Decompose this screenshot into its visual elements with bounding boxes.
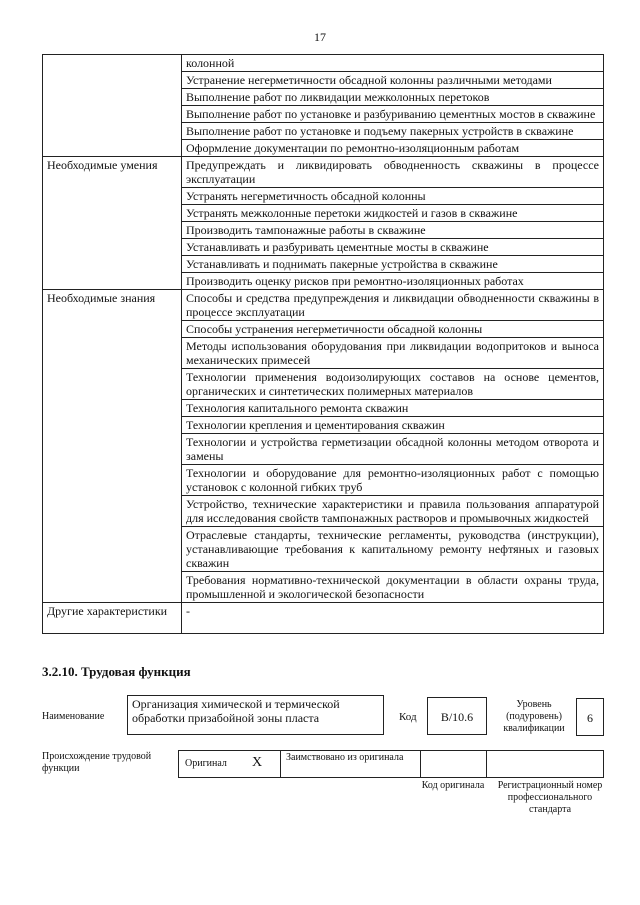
action-item: Устранение негерметичности обсадной колонны различными методами — [182, 72, 604, 89]
original-label: Оригинал — [185, 758, 227, 769]
other-label: Другие характеристики — [43, 603, 182, 634]
knowledge-item: Технологии и устройства герметизации обсадной колонны методом отворота и замены — [182, 434, 604, 465]
knowledge-item: Способы устранения негерметичности обсадной колонны — [182, 321, 604, 338]
skill-item: Устранять межколонные перетоки жидкостей и газов в скважине — [182, 205, 604, 222]
action-item: Выполнение работ по установке и разбуриванию цементных мостов в скважине — [182, 106, 604, 123]
knowledge-item: Технология капитального ремонта скважин — [182, 400, 604, 417]
skill-item: Устанавливать и поднимать пакерные устройства в скважине — [182, 256, 604, 273]
action-item: колонной — [182, 55, 604, 72]
skill-item: Производить тампонажные работы в скважине — [182, 222, 604, 239]
divider — [486, 750, 487, 778]
reg-caption: Регистрационный номер профессионального стандарта — [497, 780, 603, 815]
borrowed-label: Заимствовано из оригинала — [286, 752, 404, 763]
skills-label: Необходимые умения — [43, 157, 182, 290]
divider — [280, 750, 281, 778]
code-box: B/10.6 — [427, 697, 487, 735]
original-checkmark: X — [252, 755, 263, 770]
skill-item: Производить оценку рисков при ремонтно-изоляционных работах — [182, 273, 604, 290]
knowledge-item: Технологии и оборудование для ремонтно-изоляционных работ с помощью установок с колонной гибких труб — [182, 465, 604, 496]
level-box: 6 — [576, 698, 604, 736]
section-heading: 3.2.10. Трудовая функция — [42, 664, 191, 679]
table-row — [43, 603, 604, 634]
action-item: Выполнение работ по установке и подъему пакерных устройств в скважине — [182, 123, 604, 140]
other-value: - — [182, 603, 604, 634]
action-item: Оформление документации по ремонтно-изоляционным работам — [182, 140, 604, 157]
knowledge-item: Устройство, технические характеристики и правила пользования аппаратурой для исследования свойств тампонажных растворов и промывочных жидкостей — [182, 496, 604, 527]
row-label — [43, 55, 182, 157]
skill-item: Устранять негерметичность обсадной колонны — [182, 188, 604, 205]
code-label: Код — [399, 711, 417, 723]
table-row — [43, 290, 604, 321]
table-row — [43, 55, 604, 72]
knowledge-item: Методы использования оборудования при ликвидации водопритоков и выноса механических примесей — [182, 338, 604, 369]
skill-item: Устанавливать и разбуривать цементные мосты в скважине — [182, 239, 604, 256]
level-label: Уровень (подуровень) квалификации — [503, 699, 565, 734]
competency-table — [42, 54, 604, 634]
name-label: Наименование — [42, 711, 105, 722]
skill-item: Предупреждать и ликвидировать обводненность скважины в процессе эксплуатации — [182, 157, 604, 188]
origin-label: Происхождение трудовой функции — [42, 751, 152, 774]
knowledge-item: Технологии крепления и цементирования скважин — [182, 417, 604, 434]
page-number: 17 — [314, 30, 326, 44]
knowledge-item: Требования нормативно-технической документации в области охраны труда, промышленной и экологической безопасности — [182, 572, 604, 603]
code-caption: Код оригинала — [421, 780, 485, 791]
table-row — [43, 157, 604, 188]
knowledge-item: Технологии применения водоизолирующих составов на основе цементов, органических и синтетических полимерных материалов — [182, 369, 604, 400]
knowledge-item: Отраслевые стандарты, технические регламенты, руководства (инструкции), устанавливающие требования к капитальному ремонту нефтяных и газовых скважин — [182, 527, 604, 572]
knowledge-label: Необходимые знания — [43, 290, 182, 603]
function-name-box: Организация химической и термической обработки призабойной зоны пласта — [127, 695, 384, 735]
divider — [420, 750, 421, 778]
knowledge-item: Способы и средства предупреждения и ликвидации обводненности скважины в процессе эксплуатации — [182, 290, 604, 321]
action-item: Выполнение работ по ликвидации межколонных перетоков — [182, 89, 604, 106]
